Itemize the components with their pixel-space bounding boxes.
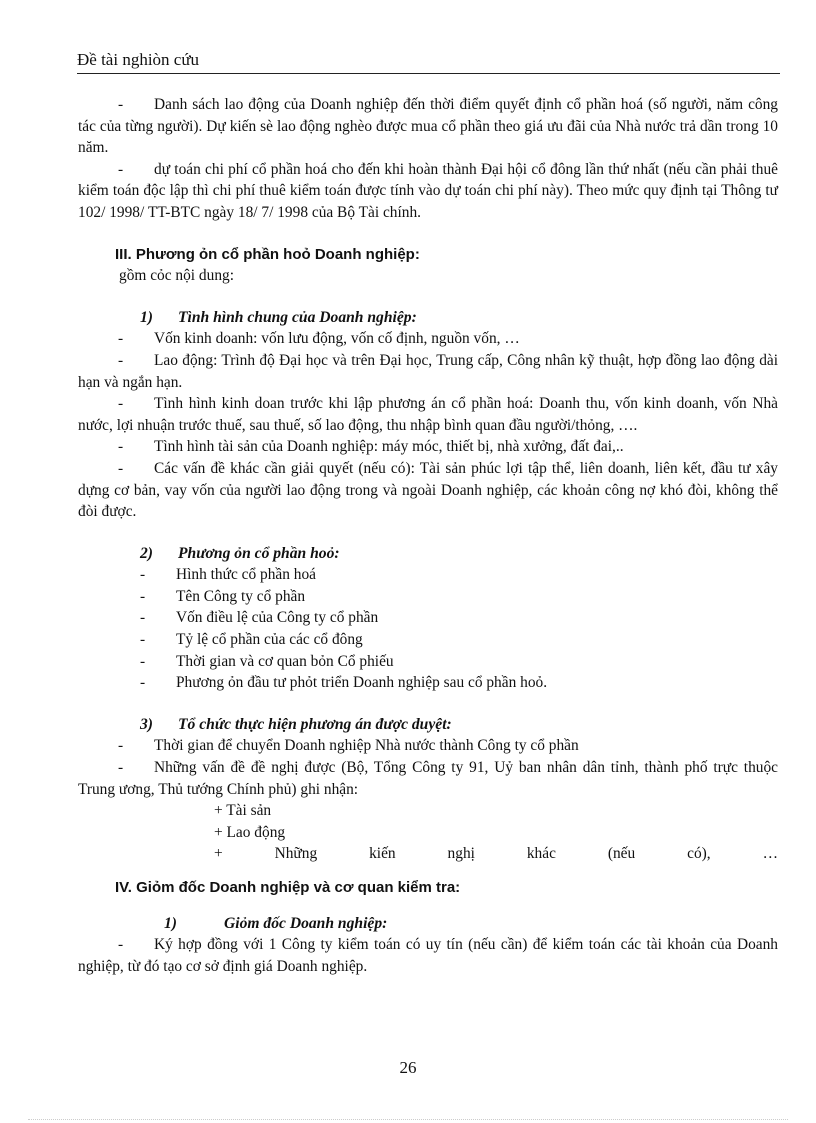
plus-item: + Lao động: [214, 823, 286, 841]
footer-divider: [28, 1119, 788, 1120]
subsection-3-1-heading: 1) Tình hình chung của Doanh nghiệp:: [140, 308, 417, 326]
list-item: - Thời gian để chuyển Doanh nghiệp Nhà nước thành Công ty cổ phần: [118, 737, 579, 755]
list-item: - Ký hợp đồng với 1 Công ty kiểm toán có uy tín (nếu cần) để kiểm toán các tài khoản của Doanh nghiệp, từ đó tạo cơ sở định giá Doanh nghiệp.: [78, 936, 778, 975]
plus-item: + Tài sản: [214, 802, 272, 820]
page-content: [78, 94, 778, 977]
list-item: - Tình hình tài sản của Doanh nghiệp: máy móc, thiết bị, nhà xưởng, đất đai,..: [118, 438, 624, 456]
list-item: - Tỷ lệ cổ phần của các cổ đông: [140, 631, 363, 649]
intro-paragraph-2: - dự toán chi phí cổ phần hoá cho đến khi hoàn thành Đại hội cổ đông lần thứ nhất (nếu cần phải thuê kiểm toán độc lập thì chi phí thuê kiểm toán được tính vào dự toán chi phí này). Theo mức quy định tại Thông tư 102/ 1998/ TT-BTC ngày 18/ 7/ 1998 của Bộ Tài chính.: [78, 160, 778, 221]
intro-paragraph-1: - Danh sách lao động của Doanh nghiệp đến thời điểm quyết định cổ phần hoá (số người, năm công tác của từng người). Dự kiến sè lao động nghèo được mua cổ phần theo giá ưu đãi của Nhà nước trả dần trong 10 năm.: [78, 96, 778, 157]
section-4-heading: IV. Giỏm đốc Doanh nghiệp và cơ quan kiểm tra:: [115, 879, 461, 896]
subsection-4-1-heading: 1) Giỏm đốc Doanh nghiệp:: [164, 914, 388, 932]
header-title: Đề tài nghiòn cứu: [77, 50, 200, 69]
list-item: - Các vấn đề khác cần giải quyết (nếu có): Tài sản phúc lợi tập thể, liên doanh, liên kết, đầu tư xây dựng cơ bản, vay vốn của người lao động trong và ngoài Doanh nghiệp, các khoản công nợ khó đòi, không thể đòi được.: [78, 459, 778, 521]
list-item: - Lao động: Trình độ Đại học và trên Đại học, Trung cấp, Công nhân kỹ thuật, hợp đồng lao động dài hạn và ngắn hạn.: [78, 351, 778, 391]
list-item: - Phương ỏn đầu tư phỏt triển Doanh nghiệp sau cổ phần hoỏ.: [140, 674, 548, 692]
section-3-heading: III. Phương ỏn cổ phần hoỏ Doanh nghiệp:: [115, 245, 420, 263]
section-3-lead: gồm cỏc nội dung:: [119, 267, 234, 285]
list-item: - Vốn kinh doanh: vốn lưu động, vốn cố định, nguồn vốn, …: [118, 330, 520, 348]
page-header: [77, 49, 780, 73]
list-item: - Tên Công ty cổ phần: [140, 587, 306, 605]
list-item: - Thời gian và cơ quan bỏn Cổ phiếu: [140, 652, 394, 670]
header-rule: [77, 73, 780, 74]
page-number: 26: [399, 1058, 417, 1077]
list-item: - Vốn điều lệ của Công ty cổ phần: [140, 609, 379, 627]
list-item: - Hình thức cổ phần hoá: [140, 566, 316, 584]
subsection-3-3-heading: 3) Tổ chức thực hiện phương án được duyệt:: [140, 715, 452, 733]
list-item: - Những vấn đề đề nghị được (Bộ, Tổng Công ty 91, Uỷ ban nhân dân tỉnh, thành phố trực thuộc Trung ương, Thủ tướng Chính phủ) ghi nhận:: [78, 759, 778, 798]
list-item: - Tình hình kinh doan trước khi lập phương án cổ phần hoá: Doanh thu, vốn kinh doanh, vốn Nhà nước, lợi nhuận trước thuế, sau thuế, số lao động, thu nhập bình quan đầu người/thỏng, ….: [78, 395, 778, 434]
subsection-3-2-heading: 2) Phương ỏn cổ phần hoỏ:: [140, 544, 340, 562]
plus-item: + Những kiến nghị khác (nếu có), …: [214, 845, 778, 863]
